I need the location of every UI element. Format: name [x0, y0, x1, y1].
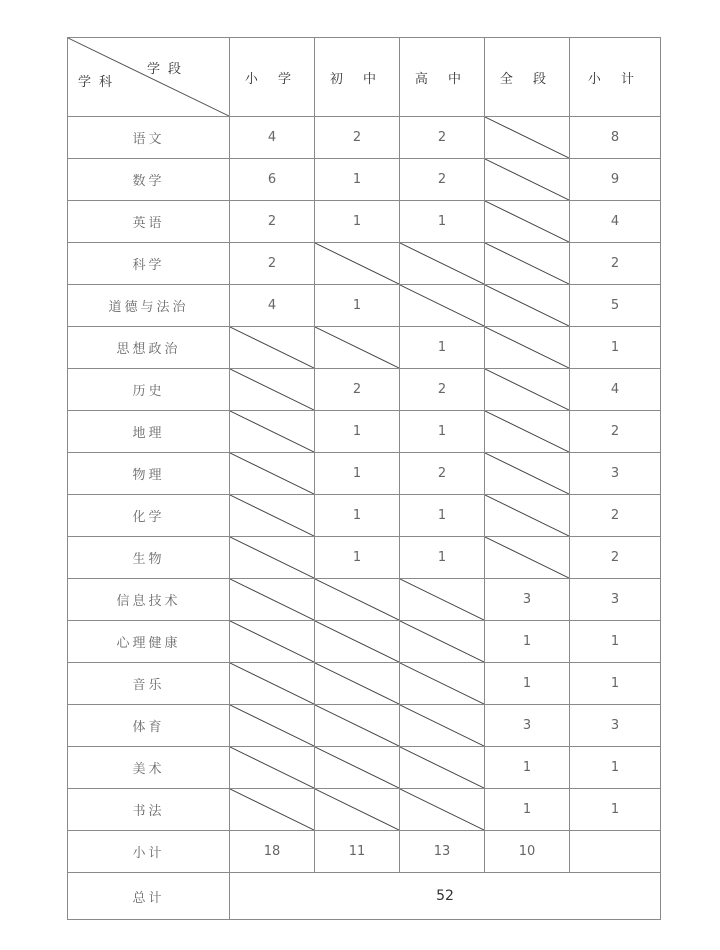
diagonal-slash-icon: [230, 495, 314, 536]
table-row: [68, 747, 661, 789]
not-applicable-cell: [315, 663, 400, 705]
table-row: [68, 663, 661, 705]
diagonal-slash-icon: [485, 453, 569, 494]
diagonal-slash-icon: [400, 285, 484, 326]
not-applicable-cell: [400, 285, 485, 327]
diagonal-slash-icon: [485, 117, 569, 158]
diagonal-slash-icon: [485, 537, 569, 578]
not-applicable-cell: [230, 747, 315, 789]
not-applicable-cell: [485, 327, 570, 369]
not-applicable-cell: [400, 705, 485, 747]
table-row: [68, 705, 661, 747]
col-header-junior: 初 中: [315, 38, 400, 117]
diagonal-slash-icon: [400, 705, 484, 746]
subtotal-cell: 18: [230, 831, 315, 873]
hours-cell: 1: [485, 663, 570, 705]
hours-cell: 6: [230, 159, 315, 201]
hours-cell: 2: [230, 201, 315, 243]
not-applicable-cell: [485, 411, 570, 453]
hours-cell: 4: [570, 201, 661, 243]
subject-cell: 书法: [68, 789, 230, 831]
table-row: [68, 201, 661, 243]
subject-cell: 思想政治: [68, 327, 230, 369]
not-applicable-cell: [230, 495, 315, 537]
not-applicable-cell: [485, 285, 570, 327]
diagonal-slash-icon: [485, 327, 569, 368]
not-applicable-cell: [315, 747, 400, 789]
not-applicable-cell: [315, 705, 400, 747]
corner-header-cell: [68, 38, 230, 117]
diagonal-slash-icon: [315, 579, 399, 620]
subtotal-row: [68, 831, 661, 873]
hours-cell: 1: [315, 537, 400, 579]
hours-cell: 2: [570, 537, 661, 579]
total-row: [68, 873, 661, 920]
hours-cell: 4: [230, 117, 315, 159]
hours-cell: 1: [485, 789, 570, 831]
diagonal-slash-icon: [485, 285, 569, 326]
table-row: [68, 117, 661, 159]
not-applicable-cell: [230, 705, 315, 747]
not-applicable-cell: [230, 579, 315, 621]
not-applicable-cell: [485, 369, 570, 411]
hours-cell: 4: [570, 369, 661, 411]
diagonal-slash-icon: [230, 369, 314, 410]
hours-cell: 1: [315, 159, 400, 201]
not-applicable-cell: [485, 537, 570, 579]
table-row: [68, 285, 661, 327]
diagonal-slash-icon: [315, 327, 399, 368]
diagonal-slash-icon: [400, 747, 484, 788]
diagonal-slash-icon: [485, 201, 569, 242]
diagonal-slash-icon: [400, 243, 484, 284]
diagonal-slash-icon: [230, 579, 314, 620]
hours-cell: 2: [400, 453, 485, 495]
not-applicable-cell: [400, 747, 485, 789]
not-applicable-cell: [230, 369, 315, 411]
hours-cell: 2: [570, 243, 661, 285]
hours-cell: 1: [400, 327, 485, 369]
hours-cell: 2: [315, 369, 400, 411]
hours-cell: 1: [315, 453, 400, 495]
diagonal-slash-icon: [315, 663, 399, 704]
col-header-subtotal: 小 计: [570, 38, 661, 117]
table-row: [68, 579, 661, 621]
hours-cell: 1: [400, 411, 485, 453]
not-applicable-cell: [230, 453, 315, 495]
header-row: [68, 38, 661, 117]
hours-cell: 1: [400, 495, 485, 537]
table-row: [68, 243, 661, 285]
hours-cell: 1: [400, 201, 485, 243]
table-row: [68, 537, 661, 579]
hours-cell: 3: [485, 579, 570, 621]
table-row: [68, 327, 661, 369]
subtotal-label: 小计: [68, 831, 230, 873]
hours-cell: 1: [400, 537, 485, 579]
diagonal-slash-icon: [315, 705, 399, 746]
hours-cell: 4: [230, 285, 315, 327]
diagonal-slash-icon: [230, 411, 314, 452]
grade-level-label: 学段: [146, 62, 189, 77]
subject-cell: 物理: [68, 453, 230, 495]
not-applicable-cell: [315, 579, 400, 621]
not-applicable-cell: [230, 537, 315, 579]
subtotal-cell: 10: [485, 831, 570, 873]
diagonal-slash-icon: [485, 495, 569, 536]
hours-cell: 5: [570, 285, 661, 327]
not-applicable-cell: [400, 789, 485, 831]
hours-cell: 1: [315, 285, 400, 327]
diagonal-slash-icon: [230, 327, 314, 368]
table-row: [68, 495, 661, 537]
col-header-primary: 小 学: [230, 38, 315, 117]
not-applicable-cell: [485, 117, 570, 159]
diagonal-slash-icon: [400, 621, 484, 662]
total-label: 总计: [68, 873, 230, 920]
col-header-all: 全 段: [485, 38, 570, 117]
not-applicable-cell: [230, 789, 315, 831]
diagonal-slash-icon: [315, 243, 399, 284]
subject-cell: 生物: [68, 537, 230, 579]
hours-cell: 2: [570, 411, 661, 453]
not-applicable-cell: [485, 159, 570, 201]
grand-total-value: 52: [230, 873, 661, 920]
table-row: [68, 621, 661, 663]
not-applicable-cell: [230, 411, 315, 453]
not-applicable-cell: [400, 579, 485, 621]
table-row: [68, 369, 661, 411]
subject-cell: 心理健康: [68, 621, 230, 663]
hours-cell: 2: [315, 117, 400, 159]
subject-cell: 历史: [68, 369, 230, 411]
hours-cell: 2: [400, 117, 485, 159]
diagonal-slash-icon: [230, 789, 314, 830]
not-applicable-cell: [485, 201, 570, 243]
not-applicable-cell: [315, 327, 400, 369]
subject-cell: 科学: [68, 243, 230, 285]
curriculum-hours-table: [67, 37, 661, 920]
not-applicable-cell: [485, 495, 570, 537]
hours-cell: 3: [570, 705, 661, 747]
hours-cell: 1: [570, 663, 661, 705]
hours-cell: 1: [485, 621, 570, 663]
diagonal-slash-icon: [485, 369, 569, 410]
hours-cell: 9: [570, 159, 661, 201]
diagonal-slash-icon: [400, 789, 484, 830]
not-applicable-cell: [485, 453, 570, 495]
table-row: [68, 789, 661, 831]
diagonal-slash-icon: [230, 453, 314, 494]
not-applicable-cell: [400, 663, 485, 705]
subject-cell: 化学: [68, 495, 230, 537]
diagonal-slash-icon: [315, 789, 399, 830]
subtotal-cell: 11: [315, 831, 400, 873]
not-applicable-cell: [315, 243, 400, 285]
not-applicable-cell: [230, 621, 315, 663]
hours-cell: 2: [230, 243, 315, 285]
hours-cell: 1: [570, 327, 661, 369]
not-applicable-cell: [315, 789, 400, 831]
diagonal-slash-icon: [400, 663, 484, 704]
diagonal-slash-icon: [400, 579, 484, 620]
hours-cell: 1: [485, 747, 570, 789]
col-header-senior: 高 中: [400, 38, 485, 117]
hours-cell: 1: [315, 201, 400, 243]
subject-cell: 语文: [68, 117, 230, 159]
hours-cell: 1: [570, 789, 661, 831]
diagonal-slash-icon: [230, 705, 314, 746]
diagonal-slash-icon: [230, 747, 314, 788]
diagonal-slash-icon: [315, 747, 399, 788]
table-row: [68, 411, 661, 453]
hours-cell: 2: [400, 369, 485, 411]
not-applicable-cell: [400, 621, 485, 663]
subject-label: 学科: [78, 75, 121, 90]
table-row: [68, 159, 661, 201]
subject-cell: 地理: [68, 411, 230, 453]
diagonal-slash-icon: [485, 159, 569, 200]
hours-cell: 3: [485, 705, 570, 747]
hours-cell: 1: [570, 747, 661, 789]
diagonal-slash-icon: [485, 411, 569, 452]
subject-cell: 体育: [68, 705, 230, 747]
diagonal-slash-icon: [230, 537, 314, 578]
hours-cell: 8: [570, 117, 661, 159]
hours-cell: 1: [315, 495, 400, 537]
hours-cell: 1: [315, 411, 400, 453]
diagonal-slash-icon: [230, 663, 314, 704]
subject-cell: 信息技术: [68, 579, 230, 621]
subject-cell: 英语: [68, 201, 230, 243]
hours-cell: 2: [570, 495, 661, 537]
subject-cell: 音乐: [68, 663, 230, 705]
table-row: [68, 453, 661, 495]
not-applicable-cell: [230, 663, 315, 705]
subtotal-cell: [570, 831, 661, 873]
not-applicable-cell: [485, 243, 570, 285]
not-applicable-cell: [400, 243, 485, 285]
diagonal-slash-icon: [315, 621, 399, 662]
diagonal-slash-icon: [230, 621, 314, 662]
not-applicable-cell: [230, 327, 315, 369]
hours-cell: 3: [570, 453, 661, 495]
diagonal-slash-icon: [485, 243, 569, 284]
hours-cell: 1: [570, 621, 661, 663]
subtotal-cell: 13: [400, 831, 485, 873]
subject-cell: 数学: [68, 159, 230, 201]
subject-cell: 美术: [68, 747, 230, 789]
hours-cell: 3: [570, 579, 661, 621]
subject-cell: 道德与法治: [68, 285, 230, 327]
hours-cell: 2: [400, 159, 485, 201]
not-applicable-cell: [315, 621, 400, 663]
